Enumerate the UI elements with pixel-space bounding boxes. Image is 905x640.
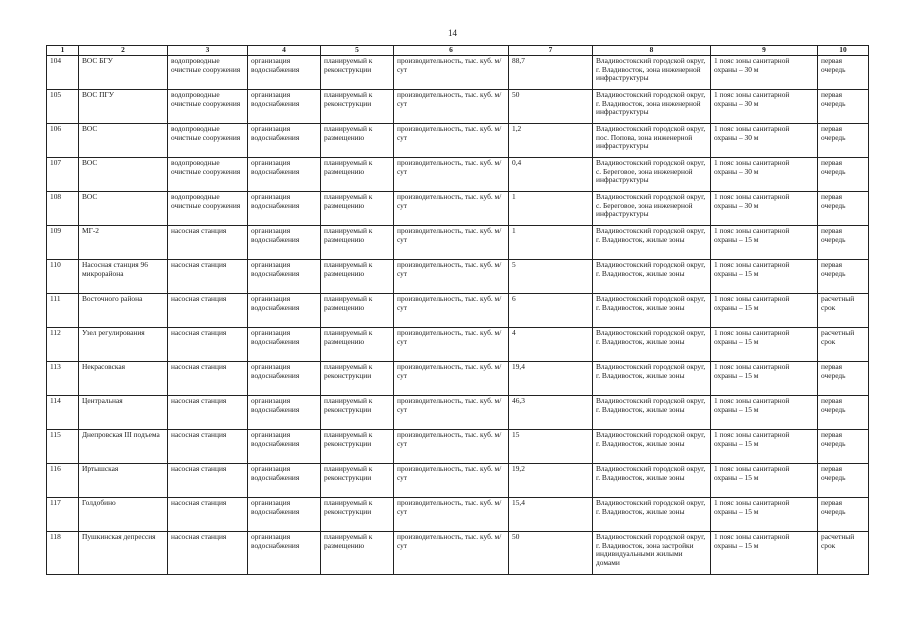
cell-location: Владивостокский городской округ, г. Владивосток, зона застройки индивидуальными жилыми домами bbox=[593, 532, 711, 575]
cell-status: планируемый к реконструкции bbox=[321, 464, 394, 498]
cell-row-number: 111 bbox=[47, 294, 79, 328]
cell-stage: первая очередь bbox=[818, 362, 869, 396]
table-row bbox=[47, 430, 869, 464]
cell-protection-zone: 1 пояс зоны санитарной охраны – 30 м bbox=[711, 158, 818, 192]
cell-stage: расчетный срок bbox=[818, 294, 869, 328]
cell-stage: первая очередь bbox=[818, 90, 869, 124]
cell-purpose: организация водоснабжения bbox=[248, 532, 321, 575]
column-header-1: 1 bbox=[47, 46, 79, 56]
column-header-4: 4 bbox=[248, 46, 321, 56]
cell-object-type: насосная станция bbox=[168, 294, 248, 328]
cell-location: Владивостокский городской округ, г. Владивосток, жилые зоны bbox=[593, 464, 711, 498]
cell-stage: расчетный срок bbox=[818, 328, 869, 362]
cell-row-number: 116 bbox=[47, 464, 79, 498]
cell-object-type: водопроводные очистные сооружения bbox=[168, 158, 248, 192]
cell-location: Владивостокский городской округ, г. Владивосток, жилые зоны bbox=[593, 498, 711, 532]
cell-purpose: организация водоснабжения bbox=[248, 362, 321, 396]
cell-location: Владивостокский городской округ, г. Владивосток, жилые зоны bbox=[593, 328, 711, 362]
cell-purpose: организация водоснабжения bbox=[248, 124, 321, 158]
cell-object-type: насосная станция bbox=[168, 498, 248, 532]
cell-row-number: 115 bbox=[47, 430, 79, 464]
cell-purpose: организация водоснабжения bbox=[248, 226, 321, 260]
cell-characteristic: производительность, тыс. куб. м/сут bbox=[394, 260, 509, 294]
table-row bbox=[47, 260, 869, 294]
cell-object-name: ВОС bbox=[79, 192, 168, 226]
cell-location: Владивостокский городской округ, г. Владивосток, жилые зоны bbox=[593, 294, 711, 328]
column-header-7: 7 bbox=[509, 46, 593, 56]
cell-object-name: Узел регулирования bbox=[79, 328, 168, 362]
cell-row-number: 107 bbox=[47, 158, 79, 192]
cell-stage: расчетный срок bbox=[818, 532, 869, 575]
cell-object-name: Насосная станция 96 микрорайона bbox=[79, 260, 168, 294]
cell-object-name: Голдобино bbox=[79, 498, 168, 532]
cell-protection-zone: 1 пояс зоны санитарной охраны – 30 м bbox=[711, 124, 818, 158]
cell-characteristic: производительность, тыс. куб. м/сут bbox=[394, 294, 509, 328]
cell-object-name: Некрасовская bbox=[79, 362, 168, 396]
cell-object-name: ВОС bbox=[79, 158, 168, 192]
cell-stage: первая очередь bbox=[818, 226, 869, 260]
cell-value: 0,4 bbox=[509, 158, 593, 192]
cell-value: 15 bbox=[509, 430, 593, 464]
cell-protection-zone: 1 пояс зоны санитарной охраны – 30 м bbox=[711, 90, 818, 124]
cell-location: Владивостокский городской округ, г. Владивосток, жилые зоны bbox=[593, 430, 711, 464]
cell-value: 4 bbox=[509, 328, 593, 362]
cell-object-type: насосная станция bbox=[168, 260, 248, 294]
cell-status: планируемый к реконструкции bbox=[321, 362, 394, 396]
cell-location: Владивостокский городской округ, пос. Попова, зона инженерной инфраструктуры bbox=[593, 124, 711, 158]
cell-characteristic: производительность, тыс. куб. м/сут bbox=[394, 532, 509, 575]
cell-protection-zone: 1 пояс зоны санитарной охраны – 15 м bbox=[711, 498, 818, 532]
cell-protection-zone: 1 пояс зоны санитарной охраны – 15 м bbox=[711, 430, 818, 464]
cell-object-type: водопроводные очистные сооружения bbox=[168, 124, 248, 158]
cell-status: планируемый к реконструкции bbox=[321, 430, 394, 464]
cell-object-name: ВОС БГУ bbox=[79, 56, 168, 90]
cell-purpose: организация водоснабжения bbox=[248, 294, 321, 328]
column-header-3: 3 bbox=[168, 46, 248, 56]
cell-purpose: организация водоснабжения bbox=[248, 158, 321, 192]
table-row bbox=[47, 532, 869, 575]
cell-object-name: МГ-2 bbox=[79, 226, 168, 260]
cell-stage: первая очередь bbox=[818, 464, 869, 498]
cell-row-number: 112 bbox=[47, 328, 79, 362]
cell-stage: первая очередь bbox=[818, 498, 869, 532]
cell-purpose: организация водоснабжения bbox=[248, 192, 321, 226]
cell-row-number: 117 bbox=[47, 498, 79, 532]
table-row bbox=[47, 328, 869, 362]
cell-protection-zone: 1 пояс зоны санитарной охраны – 15 м bbox=[711, 464, 818, 498]
table-row bbox=[47, 362, 869, 396]
cell-object-type: насосная станция bbox=[168, 430, 248, 464]
cell-status: планируемый к размещению bbox=[321, 192, 394, 226]
cell-location: Владивостокский городской округ, г. Владивосток, жилые зоны bbox=[593, 260, 711, 294]
cell-row-number: 118 bbox=[47, 532, 79, 575]
cell-row-number: 106 bbox=[47, 124, 79, 158]
cell-protection-zone: 1 пояс зоны санитарной охраны – 30 м bbox=[711, 56, 818, 90]
cell-location: Владивостокский городской округ, с. Береговое, зона инженерной инфраструктуры bbox=[593, 192, 711, 226]
cell-characteristic: производительность, тыс. куб. м/сут bbox=[394, 328, 509, 362]
cell-protection-zone: 1 пояс зоны санитарной охраны – 15 м bbox=[711, 260, 818, 294]
header-row bbox=[47, 46, 869, 56]
cell-protection-zone: 1 пояс зоны санитарной охраны – 15 м bbox=[711, 294, 818, 328]
column-header-2: 2 bbox=[79, 46, 168, 56]
cell-status: планируемый к реконструкции bbox=[321, 396, 394, 430]
cell-location: Владивостокский городской округ, г. Владивосток, жилые зоны bbox=[593, 226, 711, 260]
cell-stage: первая очередь bbox=[818, 396, 869, 430]
cell-row-number: 104 bbox=[47, 56, 79, 90]
cell-location: Владивостокский городской округ, г. Владивосток, зона инженерной инфраструктуры bbox=[593, 56, 711, 90]
cell-stage: первая очередь bbox=[818, 430, 869, 464]
cell-object-type: водопроводные очистные сооружения bbox=[168, 90, 248, 124]
column-header-9: 9 bbox=[711, 46, 818, 56]
table-row bbox=[47, 498, 869, 532]
cell-characteristic: производительность, тыс. куб. м/сут bbox=[394, 192, 509, 226]
cell-object-name: Днепровская III подъема bbox=[79, 430, 168, 464]
cell-stage: первая очередь bbox=[818, 260, 869, 294]
cell-object-name: Восточного района bbox=[79, 294, 168, 328]
cell-purpose: организация водоснабжения bbox=[248, 90, 321, 124]
cell-protection-zone: 1 пояс зоны санитарной охраны – 30 м bbox=[711, 192, 818, 226]
table-row bbox=[47, 158, 869, 192]
cell-object-type: насосная станция bbox=[168, 226, 248, 260]
cell-value: 1 bbox=[509, 192, 593, 226]
cell-characteristic: производительность, тыс. куб. м/сут bbox=[394, 396, 509, 430]
cell-object-name: Центральная bbox=[79, 396, 168, 430]
cell-value: 6 bbox=[509, 294, 593, 328]
cell-purpose: организация водоснабжения bbox=[248, 260, 321, 294]
cell-status: планируемый к реконструкции bbox=[321, 56, 394, 90]
cell-protection-zone: 1 пояс зоны санитарной охраны – 15 м bbox=[711, 396, 818, 430]
table-row bbox=[47, 90, 869, 124]
table-row bbox=[47, 396, 869, 430]
cell-status: планируемый к размещению bbox=[321, 260, 394, 294]
cell-value: 1 bbox=[509, 226, 593, 260]
cell-purpose: организация водоснабжения bbox=[248, 430, 321, 464]
cell-characteristic: производительность, тыс. куб. м/сут bbox=[394, 56, 509, 90]
cell-protection-zone: 1 пояс зоны санитарной охраны – 15 м bbox=[711, 226, 818, 260]
cell-purpose: организация водоснабжения bbox=[248, 396, 321, 430]
table-row bbox=[47, 226, 869, 260]
cell-value: 15,4 bbox=[509, 498, 593, 532]
cell-purpose: организация водоснабжения bbox=[248, 56, 321, 90]
cell-status: планируемый к размещению bbox=[321, 532, 394, 575]
table-row bbox=[47, 464, 869, 498]
cell-object-type: насосная станция bbox=[168, 328, 248, 362]
table-header bbox=[47, 46, 869, 56]
cell-value: 1,2 bbox=[509, 124, 593, 158]
table-row bbox=[47, 124, 869, 158]
cell-characteristic: производительность, тыс. куб. м/сут bbox=[394, 498, 509, 532]
cell-row-number: 114 bbox=[47, 396, 79, 430]
cell-value: 19,2 bbox=[509, 464, 593, 498]
table-row bbox=[47, 192, 869, 226]
cell-object-name: Пушкинская депрессия bbox=[79, 532, 168, 575]
cell-location: Владивостокский городской округ, с. Береговое, зона инженерной инфраструктуры bbox=[593, 158, 711, 192]
column-header-5: 5 bbox=[321, 46, 394, 56]
cell-characteristic: производительность, тыс. куб. м/сут bbox=[394, 464, 509, 498]
cell-value: 50 bbox=[509, 532, 593, 575]
cell-status: планируемый к размещению bbox=[321, 124, 394, 158]
cell-value: 88,7 bbox=[509, 56, 593, 90]
cell-purpose: организация водоснабжения bbox=[248, 328, 321, 362]
cell-stage: первая очередь bbox=[818, 124, 869, 158]
cell-value: 50 bbox=[509, 90, 593, 124]
cell-row-number: 108 bbox=[47, 192, 79, 226]
cell-object-type: насосная станция bbox=[168, 464, 248, 498]
cell-protection-zone: 1 пояс зоны санитарной охраны – 15 м bbox=[711, 362, 818, 396]
cell-characteristic: производительность, тыс. куб. м/сут bbox=[394, 158, 509, 192]
cell-purpose: организация водоснабжения bbox=[248, 498, 321, 532]
cell-status: планируемый к размещению bbox=[321, 294, 394, 328]
cell-row-number: 110 bbox=[47, 260, 79, 294]
cell-row-number: 113 bbox=[47, 362, 79, 396]
cell-stage: первая очередь bbox=[818, 158, 869, 192]
cell-object-name: ВОС ПГУ bbox=[79, 90, 168, 124]
cell-value: 19,4 bbox=[509, 362, 593, 396]
cell-protection-zone: 1 пояс зоны санитарной охраны – 15 м bbox=[711, 328, 818, 362]
cell-characteristic: производительность, тыс. куб. м/сут bbox=[394, 90, 509, 124]
cell-status: планируемый к размещению bbox=[321, 226, 394, 260]
table-row bbox=[47, 294, 869, 328]
cell-purpose: организация водоснабжения bbox=[248, 464, 321, 498]
cell-location: Владивостокский городской округ, г. Владивосток, жилые зоны bbox=[593, 362, 711, 396]
cell-row-number: 109 bbox=[47, 226, 79, 260]
cell-object-type: водопроводные очистные сооружения bbox=[168, 56, 248, 90]
table-body bbox=[47, 56, 869, 575]
cell-object-name: ВОС bbox=[79, 124, 168, 158]
cell-stage: первая очередь bbox=[818, 56, 869, 90]
cell-characteristic: производительность, тыс. куб. м/сут bbox=[394, 362, 509, 396]
cell-object-type: водопроводные очистные сооружения bbox=[168, 192, 248, 226]
cell-location: Владивостокский городской округ, г. Владивосток, зона инженерной инфраструктуры bbox=[593, 90, 711, 124]
column-header-8: 8 bbox=[593, 46, 711, 56]
cell-value: 5 bbox=[509, 260, 593, 294]
cell-stage: первая очередь bbox=[818, 192, 869, 226]
cell-characteristic: производительность, тыс. куб. м/сут bbox=[394, 430, 509, 464]
cell-status: планируемый к реконструкции bbox=[321, 90, 394, 124]
cell-characteristic: производительность, тыс. куб. м/сут bbox=[394, 226, 509, 260]
cell-status: планируемый к реконструкции bbox=[321, 498, 394, 532]
cell-object-type: насосная станция bbox=[168, 362, 248, 396]
cell-value: 46,3 bbox=[509, 396, 593, 430]
column-header-6: 6 bbox=[394, 46, 509, 56]
cell-row-number: 105 bbox=[47, 90, 79, 124]
cell-status: планируемый к размещению bbox=[321, 158, 394, 192]
cell-characteristic: производительность, тыс. куб. м/сут bbox=[394, 124, 509, 158]
facilities-table bbox=[46, 45, 869, 575]
cell-object-type: насосная станция bbox=[168, 532, 248, 575]
cell-location: Владивостокский городской округ, г. Владивосток, жилые зоны bbox=[593, 396, 711, 430]
cell-object-name: Иртышская bbox=[79, 464, 168, 498]
cell-status: планируемый к размещению bbox=[321, 328, 394, 362]
cell-protection-zone: 1 пояс зоны санитарной охраны – 15 м bbox=[711, 532, 818, 575]
cell-object-type: насосная станция bbox=[168, 396, 248, 430]
column-header-10: 10 bbox=[818, 46, 869, 56]
table-row bbox=[47, 56, 869, 90]
page-number: 14 bbox=[448, 28, 457, 38]
